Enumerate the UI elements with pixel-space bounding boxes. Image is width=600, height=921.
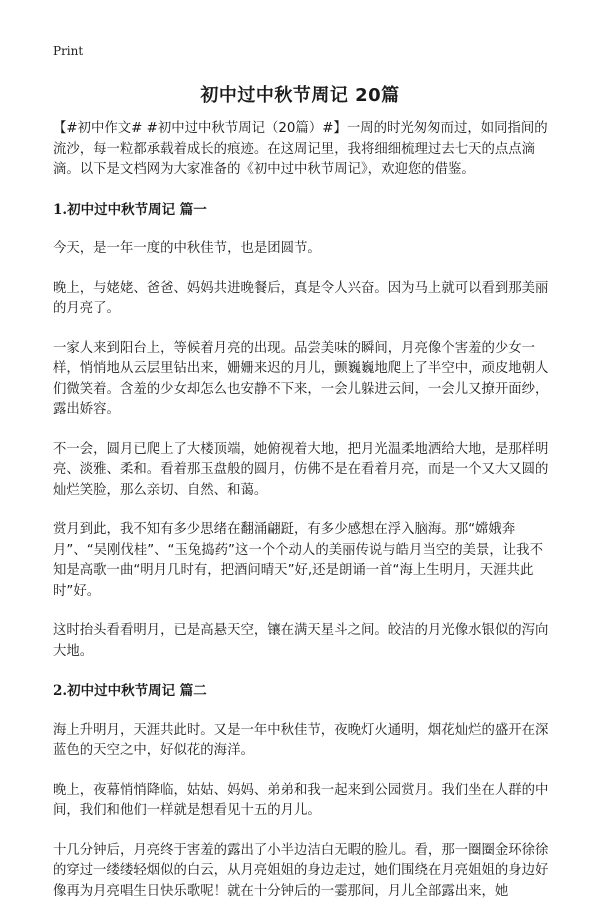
paragraph: 赏月到此，我不知有多少思绪在翻涌翩跹，有多少感想在浮入脑海。那“嫦娥奔月”、“吴刚伐桂”、“玉兔捣药”这一个个动人的美丽传说与皓月当空的美景，让我不知是高歌一曲“明月几时有，把酒问晴天”好,还是朗诵一首“海上生明月，天涯共此时”好。 <box>53 522 543 599</box>
page-title: 初中过中秋节周记 20篇 <box>200 85 400 106</box>
section-heading-1: 1.初中过中秋节周记 篇一 <box>53 201 207 218</box>
paragraph: 今天，是一年一度的中秋佳节，也是团圆节。 <box>53 241 321 256</box>
paragraph: 海上升明月，天涯共此时。又是一年中秋佳节，夜晚灯火通明，烟花灿烂的盛开在深蓝色的天空之中，好似花的海洋。 <box>53 722 549 758</box>
intro-paragraph: 【#初中作文# #初中过中秋节周记（20篇）#】一周的时光匆匆而过，如同指间的流沙，每一粒都承载着成长的痕迹。在这周记里，我将细细梳理过去七天的点点滴滴。以下是文档网为大家准备的《初中过中秋节周记》，欢迎您的借鉴。 <box>53 121 548 177</box>
paragraph: 一家人来到阳台上，等候着月亮的出现。品尝美味的瞬间，月亮像个害羞的少女一样，悄悄地从云层里钻出来，姗姗来迟的月儿，颤巍巍地爬上了半空中，顽皮地朝人们微笑着。含羞的少女却怎么也安静不下来，一会儿躲进云间，一会儿又撩开面纱，露出娇容。 <box>53 340 549 417</box>
print-label: Print <box>53 44 84 58</box>
section-heading-2: 2.初中过中秋节周记 篇二 <box>53 683 207 699</box>
paragraph: 晚上，与姥姥、爸爸、妈妈共进晚餐后，真是令人兴奋。因为马上就可以看到那美丽的月亮了。 <box>53 280 549 316</box>
paragraph: 不一会，圆月已爬上了大楼顶端，她俯视着大地，把月光温柔地洒给大地，是那样明亮、淡雅、柔和。看着那玉盘般的圆月，仿佛不是在看着月亮，而是一个又大又圆的灿烂笑脸，那么亲切、自然、和蔼。 <box>53 441 549 498</box>
document-body <box>53 119 553 921</box>
paragraph: 这时抬头看看明月，已是高悬天空，镶在满天星斗之间。皎洁的月光像水银似的泻向大地。 <box>53 623 549 659</box>
paragraph: 晚上，夜幕悄悄降临，姑姑、妈妈、弟弟和我一起来到公园赏月。我们坐在人群的中间，我们和他们一样就是想看见十五的月儿。 <box>53 782 549 818</box>
paragraph: 十几分钟后，月亮终于害羞的露出了小半边洁白无暇的脸儿。看，那一圈圈金环徐徐的穿过一缕缕轻烟似的白云，从月亮姐姐的身边走过，她们围绕在月亮姐姐的身边好像再为月亮唱生日快乐歌呢！就在十分钟后的一霎那间，月儿全部露出来，她 <box>53 842 549 899</box>
